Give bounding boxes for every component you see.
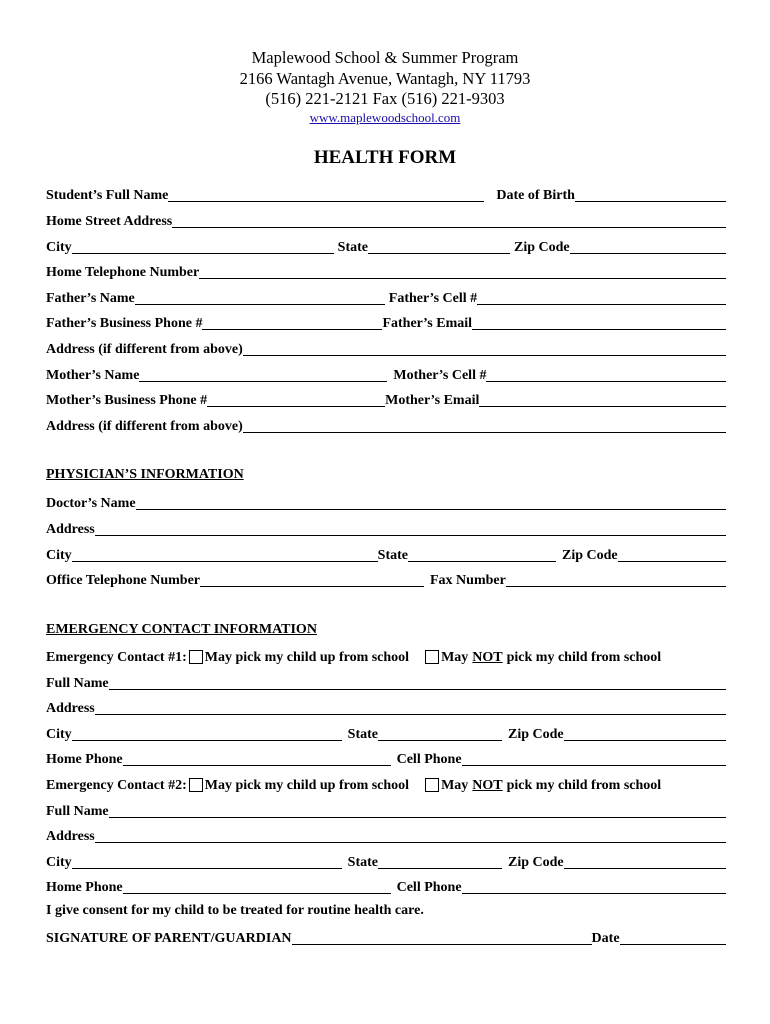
student-state-field[interactable] <box>368 239 510 254</box>
school-header <box>0 48 770 126</box>
mother-email-label: Mother’s Email <box>385 393 480 408</box>
mother-name-label: Mother’s Name <box>46 368 140 383</box>
office-phone-field[interactable] <box>200 572 424 587</box>
dob-label: Date of Birth <box>496 188 575 203</box>
contact-2-phones-row <box>46 876 726 896</box>
emergency-contact-1-label: Emergency Contact #1: <box>46 650 187 665</box>
office-phone-row <box>46 569 726 589</box>
consent-statement: I give consent for my child to be treated for routine health care. <box>46 903 424 918</box>
student-zip-label: Zip Code <box>514 240 570 255</box>
student-city-field[interactable] <box>72 239 334 254</box>
father-email-field[interactable] <box>472 315 726 330</box>
contact-1-home-phone-label: Home Phone <box>46 752 123 767</box>
mother-business-phone-label: Mother’s Business Phone # <box>46 393 208 408</box>
physician-state-label: State <box>377 548 408 563</box>
home-phone-label: Home Telephone Number <box>46 265 200 280</box>
mother-business-row <box>46 389 726 409</box>
contact-1-state-field[interactable] <box>378 726 502 741</box>
mother-address-label: Address (if different from above) <box>46 419 243 434</box>
mother-cell-field[interactable] <box>486 367 726 382</box>
contact-2-city-row <box>46 851 726 871</box>
physician-zip-field[interactable] <box>618 547 726 562</box>
contact-1-phones-row <box>46 748 726 768</box>
student-state-label: State <box>337 240 368 255</box>
physician-city-field[interactable] <box>72 547 378 562</box>
contact-2-city-field[interactable] <box>72 854 342 869</box>
contact-1-may-not-pick-checkbox[interactable] <box>425 650 439 664</box>
school-street: 2166 Wantagh Avenue, Wantagh, NY 11793 <box>239 68 531 88</box>
contact-2-may-pick-checkbox[interactable] <box>189 778 203 792</box>
physician-address-field[interactable] <box>95 521 726 536</box>
contact-1-not-word: NOT <box>472 650 503 665</box>
home-phone-row <box>46 261 726 281</box>
contact-2-zip-field[interactable] <box>564 854 726 869</box>
physician-address-label: Address <box>46 522 95 537</box>
father-cell-field[interactable] <box>477 290 726 305</box>
contact-2-cell-phone-field[interactable] <box>462 879 726 894</box>
contact-2-full-name-field[interactable] <box>109 803 726 818</box>
student-city-row <box>46 236 726 256</box>
contact-1-full-name-label: Full Name <box>46 676 109 691</box>
contact-2-not-word: NOT <box>472 778 503 793</box>
physician-state-field[interactable] <box>408 547 556 562</box>
student-name-field[interactable] <box>168 187 484 202</box>
father-cell-label: Father’s Cell # <box>388 291 478 306</box>
home-street-field[interactable] <box>172 213 726 228</box>
contact-2-home-phone-field[interactable] <box>123 879 391 894</box>
physician-zip-label: Zip Code <box>562 548 618 563</box>
home-phone-field[interactable] <box>199 264 726 279</box>
father-address-label: Address (if different from above) <box>46 342 243 357</box>
signature-field[interactable] <box>292 930 592 945</box>
contact-2-full-name-label: Full Name <box>46 804 109 819</box>
contact-1-may-pick-checkbox[interactable] <box>189 650 203 664</box>
mother-name-field[interactable] <box>139 367 387 382</box>
home-street-row <box>46 210 726 230</box>
signature-label: SIGNATURE OF PARENT/GUARDIAN <box>46 931 292 946</box>
mother-address-field[interactable] <box>243 418 726 433</box>
contact-1-full-name-field[interactable] <box>109 675 726 690</box>
contact-1-city-row <box>46 723 726 743</box>
fax-field[interactable] <box>506 572 726 587</box>
contact-1-zip-label: Zip Code <box>508 727 564 742</box>
father-business-row <box>46 312 726 332</box>
contact-2-zip-label: Zip Code <box>508 855 564 870</box>
contact-1-home-phone-field[interactable] <box>123 751 391 766</box>
mother-email-field[interactable] <box>479 392 726 407</box>
contact-1-city-field[interactable] <box>72 726 342 741</box>
doctor-name-label: Doctor’s Name <box>46 496 136 511</box>
mother-name-row <box>46 364 726 384</box>
contact-1-state-label: State <box>347 727 378 742</box>
contact-2-address-field[interactable] <box>95 828 726 843</box>
office-phone-label: Office Telephone Number <box>46 573 200 588</box>
form-title: HEALTH FORM <box>313 147 457 168</box>
student-name-row <box>46 184 726 204</box>
emergency-contact-2-label: Emergency Contact #2: <box>46 778 187 793</box>
mother-cell-label: Mother’s Cell # <box>393 368 487 383</box>
contact-1-address-row <box>46 697 726 717</box>
contact-2-may-not-prefix: May <box>441 778 469 793</box>
student-name-label: Student’s Full Name <box>46 188 169 203</box>
contact-2-state-label: State <box>347 855 378 870</box>
contact-2-cell-phone-label: Cell Phone <box>396 880 462 895</box>
contact-2-home-phone-label: Home Phone <box>46 880 123 895</box>
father-name-label: Father’s Name <box>46 291 135 306</box>
contact-2-address-label: Address <box>46 829 95 844</box>
physician-heading: PHYSICIAN’S INFORMATION <box>46 467 244 482</box>
father-name-field[interactable] <box>135 290 385 305</box>
contact-2-may-not-suffix: pick my child from school <box>506 778 662 793</box>
father-email-label: Father’s Email <box>382 316 473 331</box>
contact-1-city-label: City <box>46 727 72 742</box>
contact-1-may-not-suffix: pick my child from school <box>506 650 662 665</box>
physician-city-label: City <box>46 548 72 563</box>
mother-address-row <box>46 415 726 435</box>
contact-2-state-field[interactable] <box>378 854 502 869</box>
home-street-label: Home Street Address <box>46 214 173 229</box>
father-business-phone-label: Father’s Business Phone # <box>46 316 203 331</box>
contact-1-may-pick-label: May pick my child up from school <box>204 650 410 665</box>
emergency-heading: EMERGENCY CONTACT INFORMATION <box>46 622 317 637</box>
contact-2-full-name-row <box>46 800 726 820</box>
signature-date-field[interactable] <box>620 930 726 945</box>
signature-row <box>46 927 726 947</box>
contact-1-cell-phone-label: Cell Phone <box>396 752 462 767</box>
contact-1-zip-field[interactable] <box>564 726 726 741</box>
student-zip-field[interactable] <box>570 239 726 254</box>
contact-2-city-label: City <box>46 855 72 870</box>
father-address-row <box>46 338 726 358</box>
father-business-phone-field[interactable] <box>202 315 382 330</box>
contact-1-address-label: Address <box>46 701 95 716</box>
contact-1-may-not-prefix: May <box>441 650 469 665</box>
school-phone-fax: (516) 221-2121 Fax (516) 221-9303 <box>265 89 505 108</box>
student-city-label: City <box>46 240 72 255</box>
signature-date-label: Date <box>591 931 620 946</box>
contact-1-cell-phone-field[interactable] <box>462 751 726 766</box>
doctor-name-field[interactable] <box>136 495 726 510</box>
doctor-name-row <box>46 492 726 512</box>
contact-2-may-pick-label: May pick my child up from school <box>204 778 410 793</box>
physician-city-row <box>46 544 726 564</box>
physician-address-row <box>46 518 726 538</box>
father-name-row <box>46 287 726 307</box>
contact-2-address-row <box>46 825 726 845</box>
emergency-contact-1-row <box>46 646 726 666</box>
school-website-link[interactable]: www.maplewoodschool.com <box>309 109 461 125</box>
mother-business-phone-field[interactable] <box>207 392 385 407</box>
contact-1-full-name-row <box>46 672 726 692</box>
fax-label: Fax Number <box>430 573 506 588</box>
father-address-field[interactable] <box>243 341 726 356</box>
school-name: Maplewood School & Summer Program <box>251 48 519 67</box>
dob-field[interactable] <box>575 187 726 202</box>
emergency-contact-2-row <box>46 774 726 794</box>
contact-2-may-not-pick-checkbox[interactable] <box>425 778 439 792</box>
contact-1-address-field[interactable] <box>95 700 726 715</box>
